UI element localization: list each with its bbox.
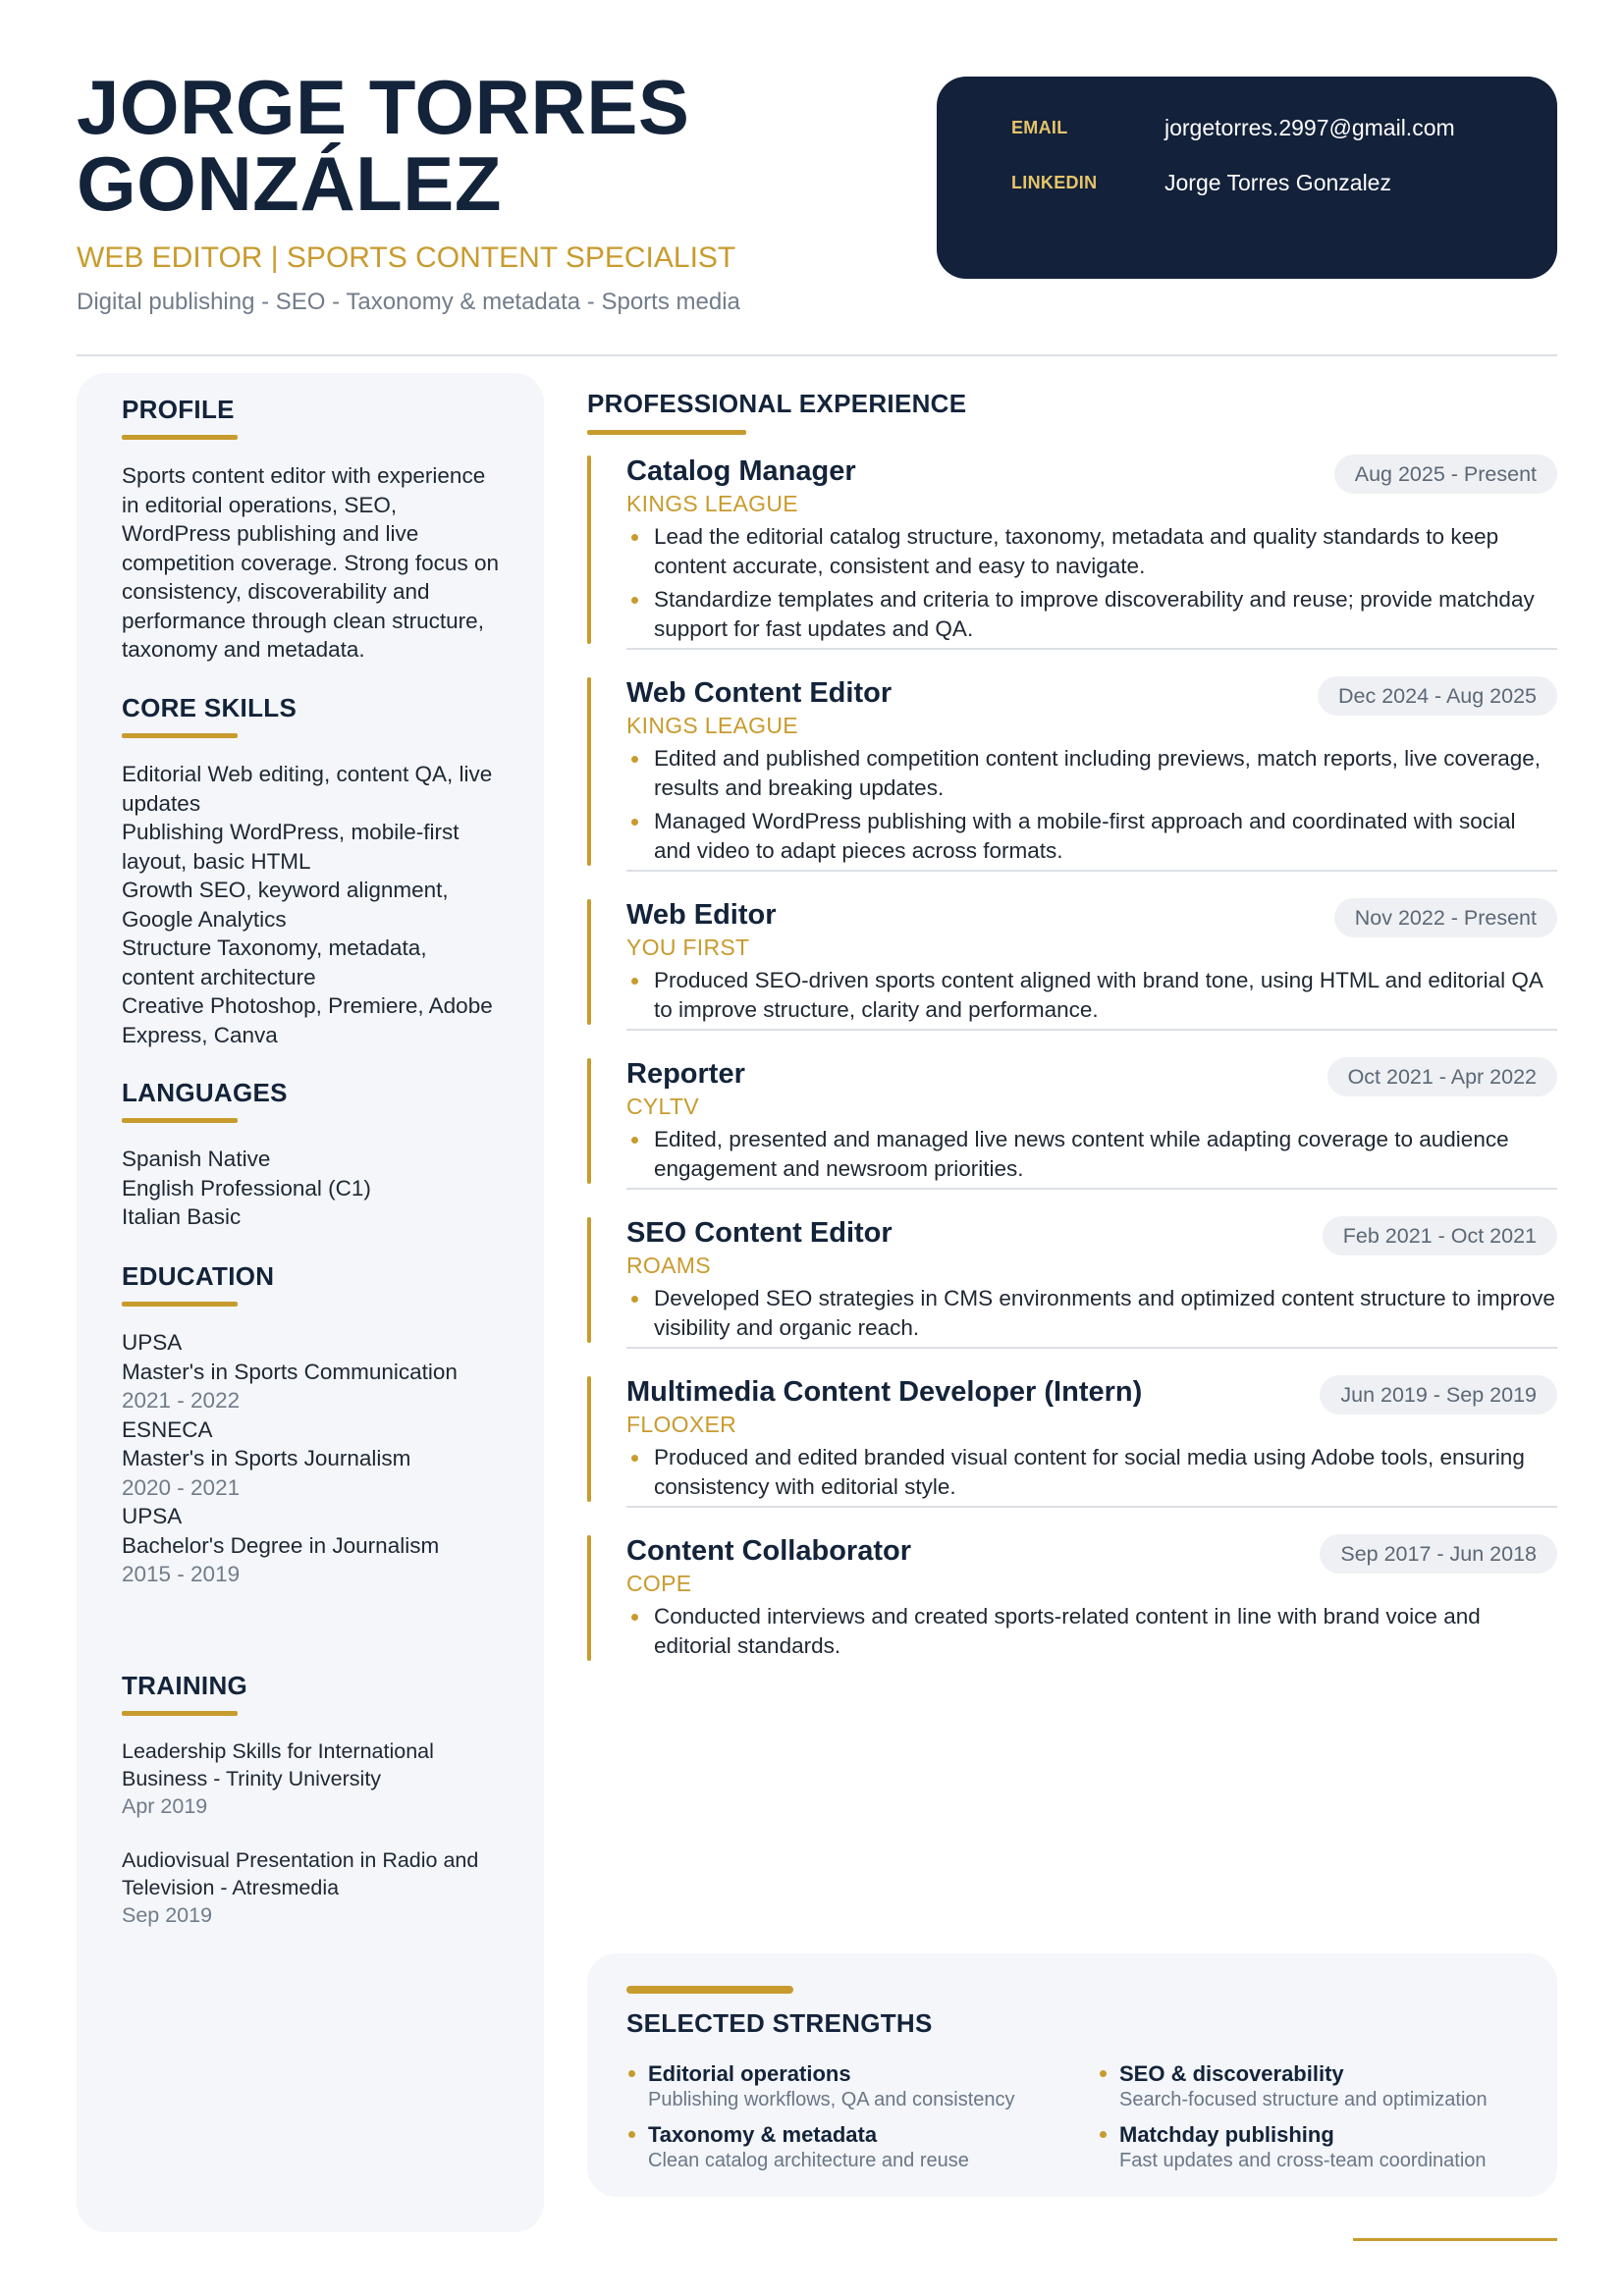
job-bullet: Standardize templates and criteria to improve discoverability and reuse; provide matchday support for fast updates and QA. — [626, 585, 1557, 643]
strength-heading: Taxonomy & metadata — [648, 2122, 878, 2147]
job-bullets — [626, 1125, 1557, 1188]
strength-description: Search-focused structure and optimization — [1119, 2089, 1488, 2110]
header-divider — [77, 354, 1557, 356]
core-skills-section — [122, 693, 505, 1049]
section-accent-bar — [122, 733, 238, 738]
contact-email-row — [1011, 115, 1455, 141]
training-title: TRAINING — [122, 1671, 248, 1700]
contact-card — [937, 77, 1557, 279]
job-dates-badge: Jun 2019 - Sep 2019 — [1320, 1375, 1557, 1415]
candidate-name-line2: GONZÁLEZ — [77, 140, 502, 227]
education-section — [122, 1261, 505, 1589]
skill-item: Growth SEO, keyword alignment, Google Analytics — [122, 878, 449, 932]
job-title: Content Collaborator — [626, 1535, 911, 1567]
profile-section — [122, 395, 505, 665]
strength-item — [626, 2061, 1070, 2112]
training-name: Leadership Skills for International Business - Trinity University — [122, 1739, 434, 1790]
linkedin-label: LINKEDIN — [1011, 173, 1098, 192]
sidebar — [77, 373, 544, 2232]
education-item — [122, 1502, 505, 1589]
job-company: ROAMS — [626, 1253, 711, 1278]
training-date: Sep 2019 — [122, 1903, 213, 1927]
education-degree: Master's in Sports Journalism — [122, 1446, 411, 1470]
job-accent-line — [587, 1535, 591, 1661]
job-dates-badge: Oct 2021 - Apr 2022 — [1327, 1057, 1557, 1096]
job-bullets — [626, 966, 1557, 1029]
job-divider — [626, 870, 1557, 872]
candidate-name — [77, 64, 882, 227]
strength-heading: SEO & discoverability — [1119, 2061, 1344, 2086]
job-company: KINGS LEAGUE — [626, 713, 798, 738]
job-bullets — [626, 1284, 1557, 1347]
job-bullet: Edited and published competition content including previews, match reports, live coverage, results and breaking updates. — [626, 744, 1557, 802]
languages-title: LANGUAGES — [122, 1078, 288, 1107]
strength-heading: Editorial operations — [648, 2061, 851, 2086]
training-section — [122, 1671, 505, 1955]
training-list — [122, 1737, 514, 1929]
education-list — [122, 1328, 505, 1589]
languages-list — [122, 1145, 505, 1232]
strength-description: Fast updates and cross-team coordination — [1119, 2150, 1487, 2171]
job-accent-line — [587, 1058, 591, 1184]
job-bullet: Produced and edited branded visual content for social media using Adobe tools, ensuring consistency with editorial style. — [626, 1443, 1557, 1501]
training-item — [122, 1737, 514, 1820]
job-accent-line — [587, 455, 591, 644]
experience-title: PROFESSIONAL EXPERIENCE — [587, 389, 967, 418]
job-dates-badge: Sep 2017 - Jun 2018 — [1320, 1534, 1557, 1574]
job-accent-line — [587, 677, 591, 866]
training-name: Audiovisual Presentation in Radio and Television - Atresmedia — [122, 1848, 479, 1899]
strengths-accent-bar — [626, 1986, 793, 1994]
job-divider — [626, 1029, 1557, 1031]
job-bullet: Edited, presented and managed live news content while adapting coverage to audience engagement and newsroom priorities. — [626, 1125, 1557, 1183]
skill-item: Editorial Web editing, content QA, live updates — [122, 762, 493, 816]
skill-item: Publishing WordPress, mobile-first layout, basic HTML — [122, 820, 460, 874]
education-item — [122, 1415, 505, 1503]
job-company: YOU FIRST — [626, 934, 750, 960]
skills-list — [122, 760, 495, 1049]
job-title: Reporter — [626, 1058, 745, 1090]
education-school: UPSA — [122, 1330, 183, 1355]
job-title: Web Editor — [626, 899, 777, 931]
language-item: Spanish Native — [122, 1147, 271, 1171]
job-title: Web Content Editor — [626, 677, 893, 709]
education-years: 2015 - 2019 — [122, 1562, 241, 1586]
experience-header — [587, 389, 1557, 435]
headline: WEB EDITOR | SPORTS CONTENT SPECIALIST — [77, 241, 736, 274]
section-accent-bar — [122, 1302, 238, 1307]
languages-section — [122, 1078, 505, 1232]
job-bullets — [626, 1443, 1557, 1506]
job-divider — [626, 1347, 1557, 1349]
section-accent-bar — [122, 435, 238, 440]
candidate-name-line1: JORGE TORRES — [77, 64, 690, 150]
job-company: COPE — [626, 1571, 692, 1596]
job-dates-badge: Aug 2025 - Present — [1334, 454, 1557, 494]
strength-description: Clean catalog architecture and reuse — [648, 2150, 969, 2171]
email-link[interactable]: jorgetorres.2997@gmail.com — [1164, 115, 1455, 140]
job-title: Catalog Manager — [626, 455, 856, 487]
strength-item — [1098, 2061, 1542, 2112]
job-bullet: Produced SEO-driven sports content aligned with brand tone, using HTML and editorial QA to improve structure, clarity and performance. — [626, 966, 1557, 1024]
job-bullet: Conducted interviews and created sports-related content in line with brand voice and editorial standards. — [626, 1602, 1557, 1660]
job-bullets — [626, 1602, 1557, 1665]
section-accent-bar — [122, 1711, 238, 1716]
education-years: 2021 - 2022 — [122, 1388, 241, 1413]
job-bullet: Developed SEO strategies in CMS environments and optimized content structure to improve visibility and organic reach. — [626, 1284, 1557, 1342]
email-label: EMAIL — [1011, 118, 1068, 137]
job-divider — [626, 648, 1557, 650]
language-item: Italian Basic — [122, 1204, 242, 1229]
job-bullet: Lead the editorial catalog structure, taxonomy, metadata and quality standards to keep content accurate, consistent and easy to navigate. — [626, 522, 1557, 580]
job-title: SEO Content Editor — [626, 1217, 893, 1249]
strengths-title: SELECTED STRENGTHS — [626, 2008, 933, 2038]
education-degree: Master's in Sports Communication — [122, 1359, 458, 1384]
job-dates-badge: Feb 2021 - Oct 2021 — [1323, 1216, 1557, 1255]
job-bullets — [626, 744, 1557, 870]
job-company: KINGS LEAGUE — [626, 491, 798, 516]
section-accent-bar — [122, 1118, 238, 1123]
job-bullets — [626, 522, 1557, 648]
job-accent-line — [587, 1217, 591, 1343]
footer-accent-bar — [1353, 2238, 1557, 2241]
education-title: EDUCATION — [122, 1261, 275, 1291]
job-accent-line — [587, 899, 591, 1025]
tagline: Digital publishing - SEO - Taxonomy & metadata - Sports media — [77, 289, 740, 315]
education-school: ESNECA — [122, 1416, 213, 1442]
job-dates-badge: Nov 2022 - Present — [1334, 898, 1557, 937]
contact-linkedin-row — [1011, 170, 1391, 196]
job-dates-badge: Dec 2024 - Aug 2025 — [1318, 676, 1557, 716]
strength-item — [626, 2122, 1070, 2173]
education-school: UPSA — [122, 1504, 183, 1528]
job-bullet: Managed WordPress publishing with a mobile-first approach and coordinated with social and video to adapt pieces across formats. — [626, 807, 1557, 865]
job-title: Multimedia Content Developer (Intern) — [626, 1376, 1143, 1408]
strength-heading: Matchday publishing — [1119, 2122, 1334, 2147]
strength-item — [1098, 2122, 1542, 2173]
strength-description: Publishing workflows, QA and consistency — [648, 2089, 1015, 2110]
training-date: Apr 2019 — [122, 1794, 208, 1818]
education-item — [122, 1328, 505, 1415]
job-company: FLOOXER — [626, 1412, 737, 1437]
language-item: English Professional (C1) — [122, 1175, 371, 1201]
education-years: 2020 - 2021 — [122, 1474, 241, 1500]
job-company: CYLTV — [626, 1094, 699, 1119]
profile-text: Sports content editor with experience in editorial operations, SEO, WordPress publishing and live competition coverage. Strong focus on consistency, discoverability and performance through clean structure, taxonomy and metadata. — [122, 463, 499, 662]
training-item — [122, 1846, 514, 1929]
skill-item: Structure Taxonomy, metadata, content architecture — [122, 935, 427, 989]
profile-title: PROFILE — [122, 395, 235, 424]
skill-item: Creative Photoshop, Premiere, Adobe Express, Canva — [122, 993, 493, 1047]
section-accent-bar — [587, 430, 746, 435]
education-degree: Bachelor's Degree in Journalism — [122, 1532, 440, 1558]
selected-strengths-card — [587, 1953, 1557, 2197]
core-skills-title: CORE SKILLS — [122, 693, 298, 722]
job-divider — [626, 1188, 1557, 1190]
job-accent-line — [587, 1376, 591, 1502]
job-divider — [626, 1506, 1557, 1508]
linkedin-link[interactable]: Jorge Torres Gonzalez — [1164, 170, 1391, 195]
